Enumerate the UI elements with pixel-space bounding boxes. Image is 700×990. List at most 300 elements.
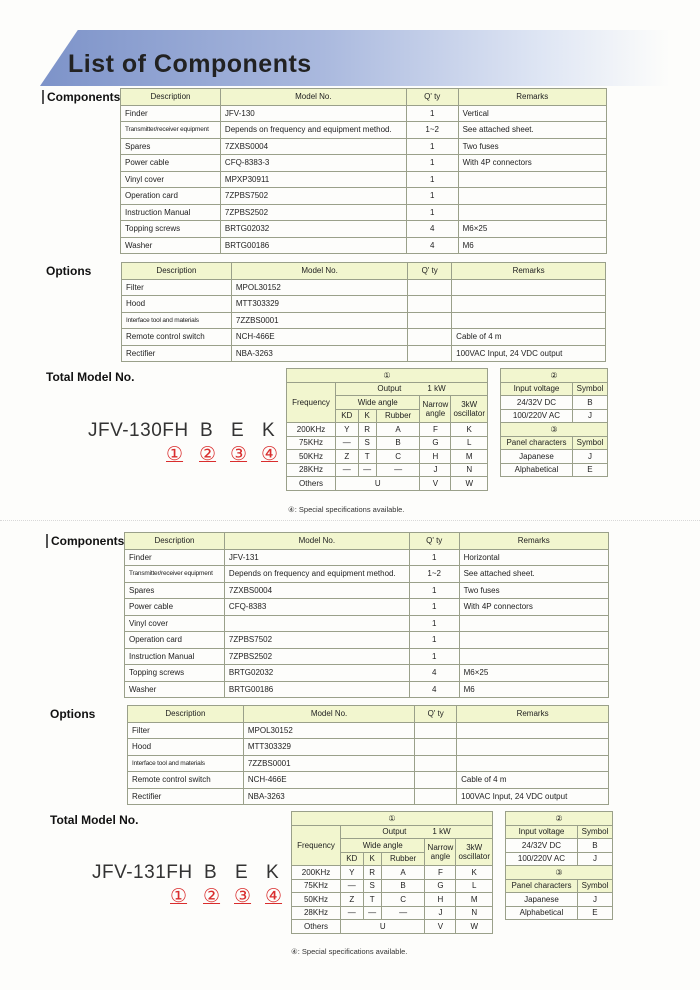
cell-model	[224, 615, 409, 632]
model-circles-1	[166, 443, 278, 466]
table-row	[292, 893, 493, 907]
cell-voltage: 100/220V AC	[506, 852, 578, 866]
cell-description: Vinyl cover	[125, 615, 225, 632]
components-label-2: Components	[46, 534, 124, 548]
cell-model: 7ZPBS2502	[220, 204, 406, 221]
table-row	[121, 171, 607, 188]
cell-qty	[415, 755, 457, 772]
cell-oscillator: W	[451, 477, 488, 491]
cell-kd: Z	[341, 893, 364, 907]
model-part-k: K	[266, 862, 280, 883]
cell-description: Remote control switch	[122, 329, 232, 346]
cell-qty: 4	[406, 237, 458, 254]
col-output	[341, 825, 493, 839]
cell-description: Interface tool and materials	[122, 312, 232, 329]
cell-model: CFQ-8383	[224, 599, 409, 616]
frequency-table-2	[291, 811, 493, 934]
cell-remarks: See attached sheet.	[459, 566, 608, 583]
col-remarks: Remarks	[459, 533, 608, 550]
cell-description: Finder	[121, 105, 221, 122]
table-row	[121, 221, 607, 238]
cell-oscillator: M	[456, 893, 493, 907]
cell-remarks	[459, 615, 608, 632]
output-label: Output	[382, 827, 407, 837]
cell-remarks: 100VAC Input, 24 VDC output	[452, 345, 606, 362]
cell-rubber: C	[376, 450, 420, 464]
col-remarks: Remarks	[458, 89, 606, 106]
cell-description: Spares	[125, 582, 225, 599]
cell-description: Instruction Manual	[125, 648, 225, 665]
cell-oscillator: L	[456, 879, 493, 893]
cell-qty: 1	[406, 105, 458, 122]
table-row	[506, 893, 613, 907]
cell-narrow: J	[420, 463, 451, 477]
circle-4: ④	[261, 444, 279, 465]
table-row	[125, 599, 609, 616]
cell-narrow: F	[425, 866, 456, 880]
table-row	[125, 632, 609, 649]
cell-qty	[408, 279, 452, 296]
cell-symbol: J	[577, 893, 612, 907]
cell-description: Power cable	[125, 599, 225, 616]
cell-symbol: B	[577, 839, 612, 853]
model-part-k: K	[262, 420, 276, 441]
cell-description: Remote control switch	[128, 772, 244, 789]
cell-kd: —	[341, 906, 364, 920]
cell-description: Operation card	[125, 632, 225, 649]
col-rubber: Rubber	[376, 409, 420, 423]
cell-qty: 1	[406, 155, 458, 172]
cell-qty: 1~2	[406, 122, 458, 139]
circle-1: ①	[170, 886, 188, 907]
cell-symbol: B	[572, 396, 607, 410]
cell-oscillator: M	[451, 450, 488, 464]
cell-qty: 1	[409, 549, 459, 566]
cell-model: NBA-3263	[231, 345, 407, 362]
cell-voltage: 24/32V DC	[506, 839, 578, 853]
cell-narrow: F	[420, 423, 451, 437]
table-row	[292, 812, 493, 826]
cell-qty: 1	[409, 582, 459, 599]
cell-remarks: M6×25	[458, 221, 606, 238]
cell-model: 7ZPBS7502	[220, 188, 406, 205]
cell-wide: U	[341, 920, 425, 934]
table-row	[501, 409, 608, 423]
section-divider	[0, 520, 700, 521]
output-label: Output	[377, 384, 402, 394]
cell-qty: 1~2	[409, 566, 459, 583]
model-part-e: E	[231, 420, 245, 441]
table-number: ①	[292, 812, 493, 826]
col-input-voltage: Input voltage	[501, 382, 573, 396]
table-header-row	[128, 706, 609, 723]
table-number: ②	[501, 369, 608, 383]
cell-rubber: B	[381, 879, 425, 893]
table-row	[501, 423, 608, 437]
cell-remarks: Two fuses	[459, 582, 608, 599]
components-table-2	[124, 532, 609, 698]
col-model: Model No.	[231, 263, 407, 280]
circle-4: ④	[265, 886, 283, 907]
cell-narrow: H	[420, 450, 451, 464]
cell-frequency: 75KHz	[287, 436, 336, 450]
cell-symbol: J	[572, 450, 607, 464]
table-row	[122, 296, 606, 313]
table-row	[128, 739, 609, 756]
col-panel-characters: Panel characters	[501, 436, 573, 450]
cell-k: —	[358, 463, 376, 477]
col-qty: Q' ty	[406, 89, 458, 106]
col-oscillator: 3kW oscillator	[456, 839, 493, 866]
cell-qty: 4	[406, 221, 458, 238]
table-number: ①	[287, 369, 488, 383]
cell-remarks	[458, 188, 606, 205]
col-description: Description	[122, 263, 232, 280]
cell-description: Filter	[128, 722, 244, 739]
cell-qty	[408, 312, 452, 329]
total-model-label-1: Total Model No.	[46, 370, 135, 384]
table-row	[122, 312, 606, 329]
special-note-1: ④: Special specifications available.	[288, 505, 405, 514]
cell-remarks: M6×25	[459, 665, 608, 682]
cell-oscillator: K	[456, 866, 493, 880]
cell-narrow: J	[425, 906, 456, 920]
cell-rubber: —	[381, 906, 425, 920]
cell-frequency: Others	[292, 920, 341, 934]
cell-qty: 1	[409, 632, 459, 649]
cell-remarks	[457, 722, 609, 739]
cell-remarks: Vertical	[458, 105, 606, 122]
cell-remarks	[457, 739, 609, 756]
cell-kd: —	[336, 436, 359, 450]
table-header-row	[121, 89, 607, 106]
cell-qty: 1	[409, 648, 459, 665]
cell-qty: 1	[406, 204, 458, 221]
cell-description: Washer	[125, 681, 225, 698]
table-row	[125, 648, 609, 665]
table-row	[501, 396, 608, 410]
cell-frequency: 50KHz	[292, 893, 341, 907]
cell-qty: 1	[409, 599, 459, 616]
cell-description: Rectifier	[128, 788, 244, 805]
cell-description: Rectifier	[122, 345, 232, 362]
cell-remarks: Cable of 4 m	[452, 329, 606, 346]
col-output	[336, 382, 488, 396]
cell-qty: 4	[409, 665, 459, 682]
cell-voltage: 24/32V DC	[501, 396, 573, 410]
table-row	[128, 772, 609, 789]
cell-qty: 1	[409, 615, 459, 632]
table-header-row	[125, 533, 609, 550]
circle-1: ①	[166, 444, 184, 465]
cell-k: R	[358, 423, 376, 437]
cell-oscillator: W	[456, 920, 493, 934]
cell-qty: 1	[406, 138, 458, 155]
col-description: Description	[128, 706, 244, 723]
cell-wide: U	[336, 477, 420, 491]
output-power: 1 kW	[432, 827, 451, 837]
cell-rubber: —	[376, 463, 420, 477]
col-symbol: Symbol	[572, 382, 607, 396]
cell-remarks: Horizontal	[459, 549, 608, 566]
cell-kd: Y	[341, 866, 364, 880]
cell-k: —	[363, 906, 381, 920]
cell-remarks	[459, 632, 608, 649]
cell-qty	[415, 722, 457, 739]
table-row	[125, 681, 609, 698]
components-label-1: Components	[42, 90, 120, 104]
model-part-b: B	[204, 862, 218, 883]
col-input-voltage: Input voltage	[506, 825, 578, 839]
table-row	[128, 722, 609, 739]
cell-model: NCH-466E	[231, 329, 407, 346]
cell-qty	[408, 296, 452, 313]
table-row	[501, 436, 608, 450]
model-base: JFV-131FH	[92, 862, 193, 883]
cell-description: Instruction Manual	[121, 204, 221, 221]
cell-description: Spares	[121, 138, 221, 155]
cell-model: Depends on frequency and equipment method.	[224, 566, 409, 583]
col-qty: Q' ty	[409, 533, 459, 550]
cell-symbol: E	[577, 906, 612, 920]
cell-model: BRTG00186	[224, 681, 409, 698]
cell-description: Interface tool and materials	[128, 755, 244, 772]
table-row	[128, 755, 609, 772]
special-note-2: ④: Special specifications available.	[291, 947, 408, 956]
voltage-table-2	[505, 811, 613, 920]
model-circles-2	[170, 885, 282, 908]
cell-frequency: Others	[287, 477, 336, 491]
table-number: ③	[501, 423, 608, 437]
table-number: ②	[506, 812, 613, 826]
page-title: List of Components	[68, 50, 312, 78]
cell-rubber: C	[381, 893, 425, 907]
cell-description: Hood	[128, 739, 244, 756]
col-qty: Q' ty	[408, 263, 452, 280]
table-row	[128, 788, 609, 805]
cell-frequency: 50KHz	[287, 450, 336, 464]
cell-model: CFQ-8383-3	[220, 155, 406, 172]
col-remarks: Remarks	[457, 706, 609, 723]
cell-remarks	[459, 648, 608, 665]
cell-narrow: H	[425, 893, 456, 907]
col-description: Description	[125, 533, 225, 550]
table-row	[121, 105, 607, 122]
col-model: Model No.	[224, 533, 409, 550]
model-part-e: E	[235, 862, 249, 883]
cell-remarks: With 4P connectors	[459, 599, 608, 616]
table-row	[125, 615, 609, 632]
cell-model: JFV-131	[224, 549, 409, 566]
cell-remarks	[452, 312, 606, 329]
cell-kd: —	[341, 879, 364, 893]
table-row	[292, 866, 493, 880]
cell-model: 7ZZBS0001	[243, 755, 414, 772]
cell-k: S	[358, 436, 376, 450]
cell-description: Vinyl cover	[121, 171, 221, 188]
cell-description: Finder	[125, 549, 225, 566]
model-number-1	[88, 420, 275, 442]
cell-rubber: A	[381, 866, 425, 880]
cell-model: MPOL30152	[231, 279, 407, 296]
cell-remarks: Two fuses	[458, 138, 606, 155]
table-row	[121, 155, 607, 172]
cell-remarks	[452, 279, 606, 296]
cell-description: Topping screws	[121, 221, 221, 238]
table-row	[125, 582, 609, 599]
table-row	[292, 920, 493, 934]
table-row	[121, 188, 607, 205]
cell-narrow: V	[425, 920, 456, 934]
circle-3: ③	[234, 886, 252, 907]
cell-narrow: G	[420, 436, 451, 450]
cell-symbol: J	[577, 852, 612, 866]
cell-qty	[415, 772, 457, 789]
cell-qty	[408, 329, 452, 346]
cell-frequency: 28KHz	[292, 906, 341, 920]
cell-panel: Alphabetical	[501, 463, 573, 477]
col-frequency: Frequency	[292, 825, 341, 866]
cell-model: BRTG02032	[224, 665, 409, 682]
cell-frequency: 200KHz	[292, 866, 341, 880]
model-base: JFV-130FH	[88, 420, 189, 441]
col-narrow-angle: Narrow angle	[420, 396, 451, 423]
table-row	[506, 839, 613, 853]
table-row	[122, 329, 606, 346]
cell-panel: Alphabetical	[506, 906, 578, 920]
col-wide-angle: Wide angle	[341, 839, 425, 853]
cell-remarks: M6	[459, 681, 608, 698]
cell-frequency: 200KHz	[287, 423, 336, 437]
cell-model: MTT303329	[243, 739, 414, 756]
table-row	[287, 423, 488, 437]
cell-model: 7ZZBS0001	[231, 312, 407, 329]
col-symbol: Symbol	[572, 436, 607, 450]
model-part-b: B	[200, 420, 214, 441]
table-row	[287, 382, 488, 396]
options-table-2	[127, 705, 609, 805]
col-symbol: Symbol	[577, 825, 612, 839]
table-row	[125, 566, 609, 583]
voltage-table-1	[500, 368, 608, 477]
cell-narrow: G	[425, 879, 456, 893]
table-row	[287, 477, 488, 491]
cell-kd: Z	[336, 450, 359, 464]
table-row	[506, 825, 613, 839]
table-row	[122, 279, 606, 296]
table-row	[287, 450, 488, 464]
cell-panel: Japanese	[501, 450, 573, 464]
table-row	[287, 436, 488, 450]
circle-3: ③	[230, 444, 248, 465]
table-row	[121, 138, 607, 155]
col-symbol: Symbol	[577, 879, 612, 893]
cell-model: NBA-3263	[243, 788, 414, 805]
cell-remarks	[458, 204, 606, 221]
col-model: Model No.	[220, 89, 406, 106]
table-header-row	[122, 263, 606, 280]
cell-oscillator: N	[451, 463, 488, 477]
cell-symbol: J	[572, 409, 607, 423]
cell-description: Transmitter/receiver equipment	[125, 566, 225, 583]
cell-model: 7ZPBS2502	[224, 648, 409, 665]
table-row	[287, 463, 488, 477]
table-row	[501, 369, 608, 383]
total-model-label-2: Total Model No.	[50, 813, 139, 827]
cell-qty: 1	[406, 171, 458, 188]
cell-description: Hood	[122, 296, 232, 313]
cell-remarks	[457, 755, 609, 772]
cell-qty	[415, 739, 457, 756]
frequency-table-1	[286, 368, 488, 491]
cell-remarks: See attached sheet.	[458, 122, 606, 139]
cell-symbol: E	[572, 463, 607, 477]
options-label-1: Options	[46, 264, 92, 278]
cell-model: MTT303329	[231, 296, 407, 313]
col-frequency: Frequency	[287, 382, 336, 423]
cell-frequency: 28KHz	[287, 463, 336, 477]
col-kd: KD	[341, 852, 364, 866]
output-power: 1 kW	[427, 384, 446, 394]
cell-model: MPOL30152	[243, 722, 414, 739]
cell-description: Topping screws	[125, 665, 225, 682]
cell-oscillator: L	[451, 436, 488, 450]
cell-qty	[408, 345, 452, 362]
cell-description: Power cable	[121, 155, 221, 172]
col-panel-characters: Panel characters	[506, 879, 578, 893]
cell-rubber: B	[376, 436, 420, 450]
cell-model: NCH-466E	[243, 772, 414, 789]
cell-remarks: 100VAC Input, 24 VDC output	[457, 788, 609, 805]
options-table-1	[121, 262, 606, 362]
col-qty: Q' ty	[415, 706, 457, 723]
cell-rubber: A	[376, 423, 420, 437]
components-table-1	[120, 88, 607, 254]
cell-kd: Y	[336, 423, 359, 437]
cell-oscillator: K	[451, 423, 488, 437]
table-row	[501, 463, 608, 477]
table-row	[292, 906, 493, 920]
cell-model: Depends on frequency and equipment method.	[220, 122, 406, 139]
table-row	[292, 879, 493, 893]
circle-2: ②	[199, 444, 217, 465]
cell-kd: —	[336, 463, 359, 477]
cell-model: 7ZXBS0004	[220, 138, 406, 155]
cell-qty: 4	[409, 681, 459, 698]
cell-remarks: Cable of 4 m	[457, 772, 609, 789]
cell-description: Washer	[121, 237, 221, 254]
cell-qty	[415, 788, 457, 805]
cell-k: T	[363, 893, 381, 907]
col-remarks: Remarks	[452, 263, 606, 280]
table-row	[122, 345, 606, 362]
cell-model: BRTG02032	[220, 221, 406, 238]
table-number: ③	[506, 866, 613, 880]
cell-remarks: M6	[458, 237, 606, 254]
table-row	[121, 204, 607, 221]
cell-narrow: V	[420, 477, 451, 491]
model-number-2	[92, 862, 279, 884]
table-row	[121, 237, 607, 254]
cell-remarks	[458, 171, 606, 188]
cell-description: Filter	[122, 279, 232, 296]
table-row	[501, 382, 608, 396]
table-row	[125, 665, 609, 682]
col-wide-angle: Wide angle	[336, 396, 420, 410]
col-rubber: Rubber	[381, 852, 425, 866]
col-model: Model No.	[243, 706, 414, 723]
cell-k: T	[358, 450, 376, 464]
